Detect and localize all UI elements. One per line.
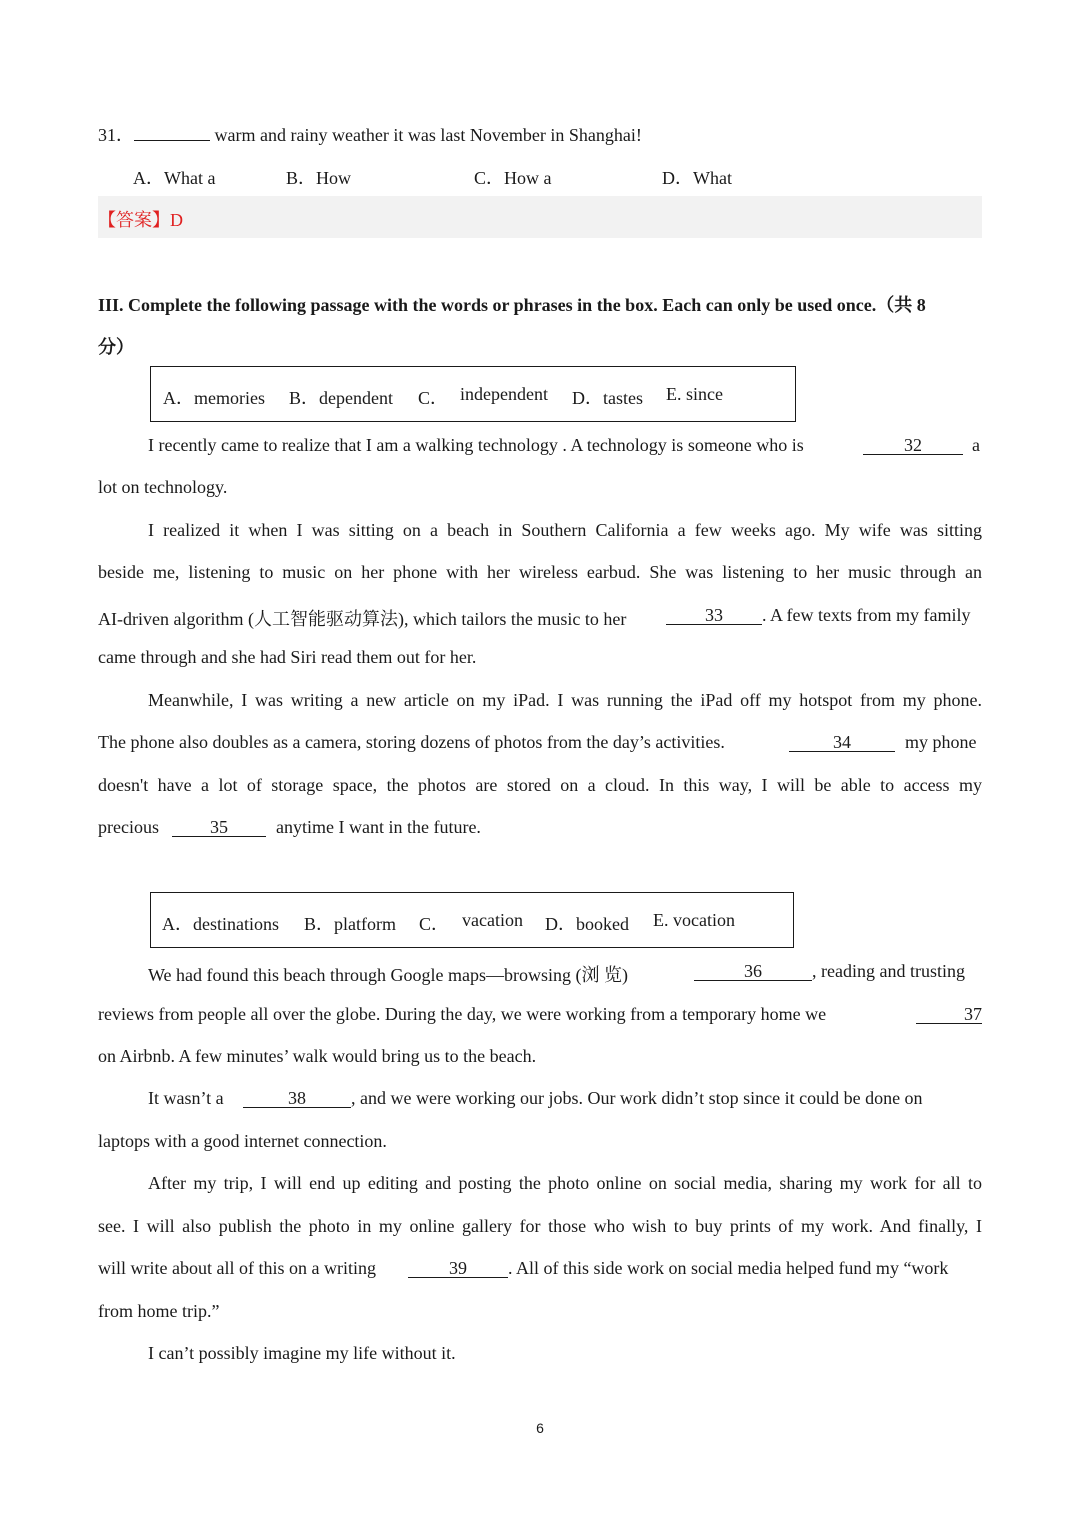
word-option: E. vocation — [653, 910, 735, 930]
paragraph-text: a — [972, 435, 980, 455]
blank-37: 37 — [916, 1005, 982, 1024]
paragraph-text: , and we were working our jobs. Our work didn’t stop since it could be done on — [351, 1088, 923, 1108]
answer-text: 【答案】D — [98, 210, 183, 230]
paragraph-text: Meanwhile, I was writing a new article on my iPad. I was running the iPad off my hotspot from my phone. — [148, 690, 982, 710]
paragraph-text: AI-driven algorithm (人工智能驱动算法), which tailors the music to her — [98, 609, 627, 629]
answer-bar — [98, 196, 982, 238]
paragraph-text: . All of this side work on social media helped fund my “work — [508, 1258, 949, 1278]
answer-blank — [134, 122, 210, 141]
paragraph-text: reviews from people all over the globe. During the day, we were working from a temporary home we — [98, 1004, 827, 1024]
blank-32: 32 — [863, 436, 963, 455]
paragraph-text: beside me, listening to music on her phone with her wireless earbud. She was listening to her music through an — [98, 562, 982, 582]
question-31 — [98, 121, 982, 147]
paragraph-text: came through and she had Siri read them out for her. — [98, 647, 477, 667]
paragraph-text: from home trip.” — [98, 1301, 220, 1321]
option-b: B．How — [286, 168, 352, 188]
word-option: D．tastes — [572, 388, 643, 408]
paragraph-text: see. I will also publish the photo in my online gallery for those who wish to buy prints of my work. And finally, I — [98, 1216, 982, 1236]
question-number: 31． — [98, 125, 134, 145]
paragraph-text: After my trip, I will end up editing and posting the photo online on social media, sharing my work for all to — [148, 1173, 982, 1193]
blank-35: 35 — [172, 818, 266, 837]
word-option: C． — [418, 388, 449, 408]
paragraph-text: precious — [98, 817, 159, 837]
word-option: B．dependent — [289, 388, 393, 408]
paragraph-text: , reading and trusting — [812, 961, 965, 981]
blank-38: 38 — [243, 1089, 351, 1108]
page-number: 6 — [536, 1420, 544, 1436]
paragraph-text: I can’t possibly imagine my life without it. — [148, 1343, 456, 1363]
blank-34: 34 — [789, 733, 895, 752]
paragraph-text: I realized it when I was sitting on a beach in Southern California a few weeks ago. My wife was sitting — [148, 520, 982, 540]
paragraph-text: The phone also doubles as a camera, storing dozens of photos from the day’s activities. — [98, 732, 725, 752]
word-option: B．platform — [304, 914, 396, 934]
paragraph-text: on Airbnb. A few minutes’ walk would bring us to the beach. — [98, 1046, 537, 1066]
paragraph-text: my phone — [905, 732, 977, 752]
section-heading-cont: 分） — [98, 337, 134, 357]
word-option: C． — [419, 914, 450, 934]
question-stem: warm and rainy weather it was last November in Shanghai! — [214, 125, 642, 145]
option-a: A．What a — [133, 168, 216, 188]
paragraph-text: lot on technology. — [98, 477, 228, 497]
section-heading: III. Complete the following passage with the words or phrases in the box. Each can only be used once.（共 8 — [98, 295, 926, 315]
paragraph-text: I recently came to realize that I am a walking technology . A technology is someone who is — [148, 435, 804, 455]
word-option: A．destinations — [162, 914, 279, 934]
word-box-1 — [150, 366, 796, 422]
word-option: A．memories — [163, 388, 265, 408]
option-c: C．How a — [474, 168, 552, 188]
word-option: D．booked — [545, 914, 629, 934]
word-box-2 — [150, 892, 794, 948]
option-d: D．What — [662, 168, 732, 188]
word-option: E. since — [666, 384, 723, 404]
word-option: vacation — [462, 910, 523, 930]
paragraph-text: laptops with a good internet connection. — [98, 1131, 387, 1151]
paragraph-text: . A few texts from my family — [762, 605, 971, 625]
paragraph-text: will write about all of this on a writing — [98, 1258, 376, 1278]
paragraph-text: It wasn’t a — [148, 1088, 224, 1108]
blank-36: 36 — [694, 962, 812, 981]
blank-39: 39 — [408, 1259, 508, 1278]
paragraph-text: anytime I want in the future. — [276, 817, 481, 837]
paragraph-text: doesn't have a lot of storage space, the photos are stored on a cloud. In this way, I will be able to access my — [98, 775, 982, 795]
paragraph-text: We had found this beach through Google maps—browsing (浏 览) — [148, 965, 628, 985]
word-option: independent — [460, 384, 548, 404]
blank-33: 33 — [666, 606, 762, 625]
